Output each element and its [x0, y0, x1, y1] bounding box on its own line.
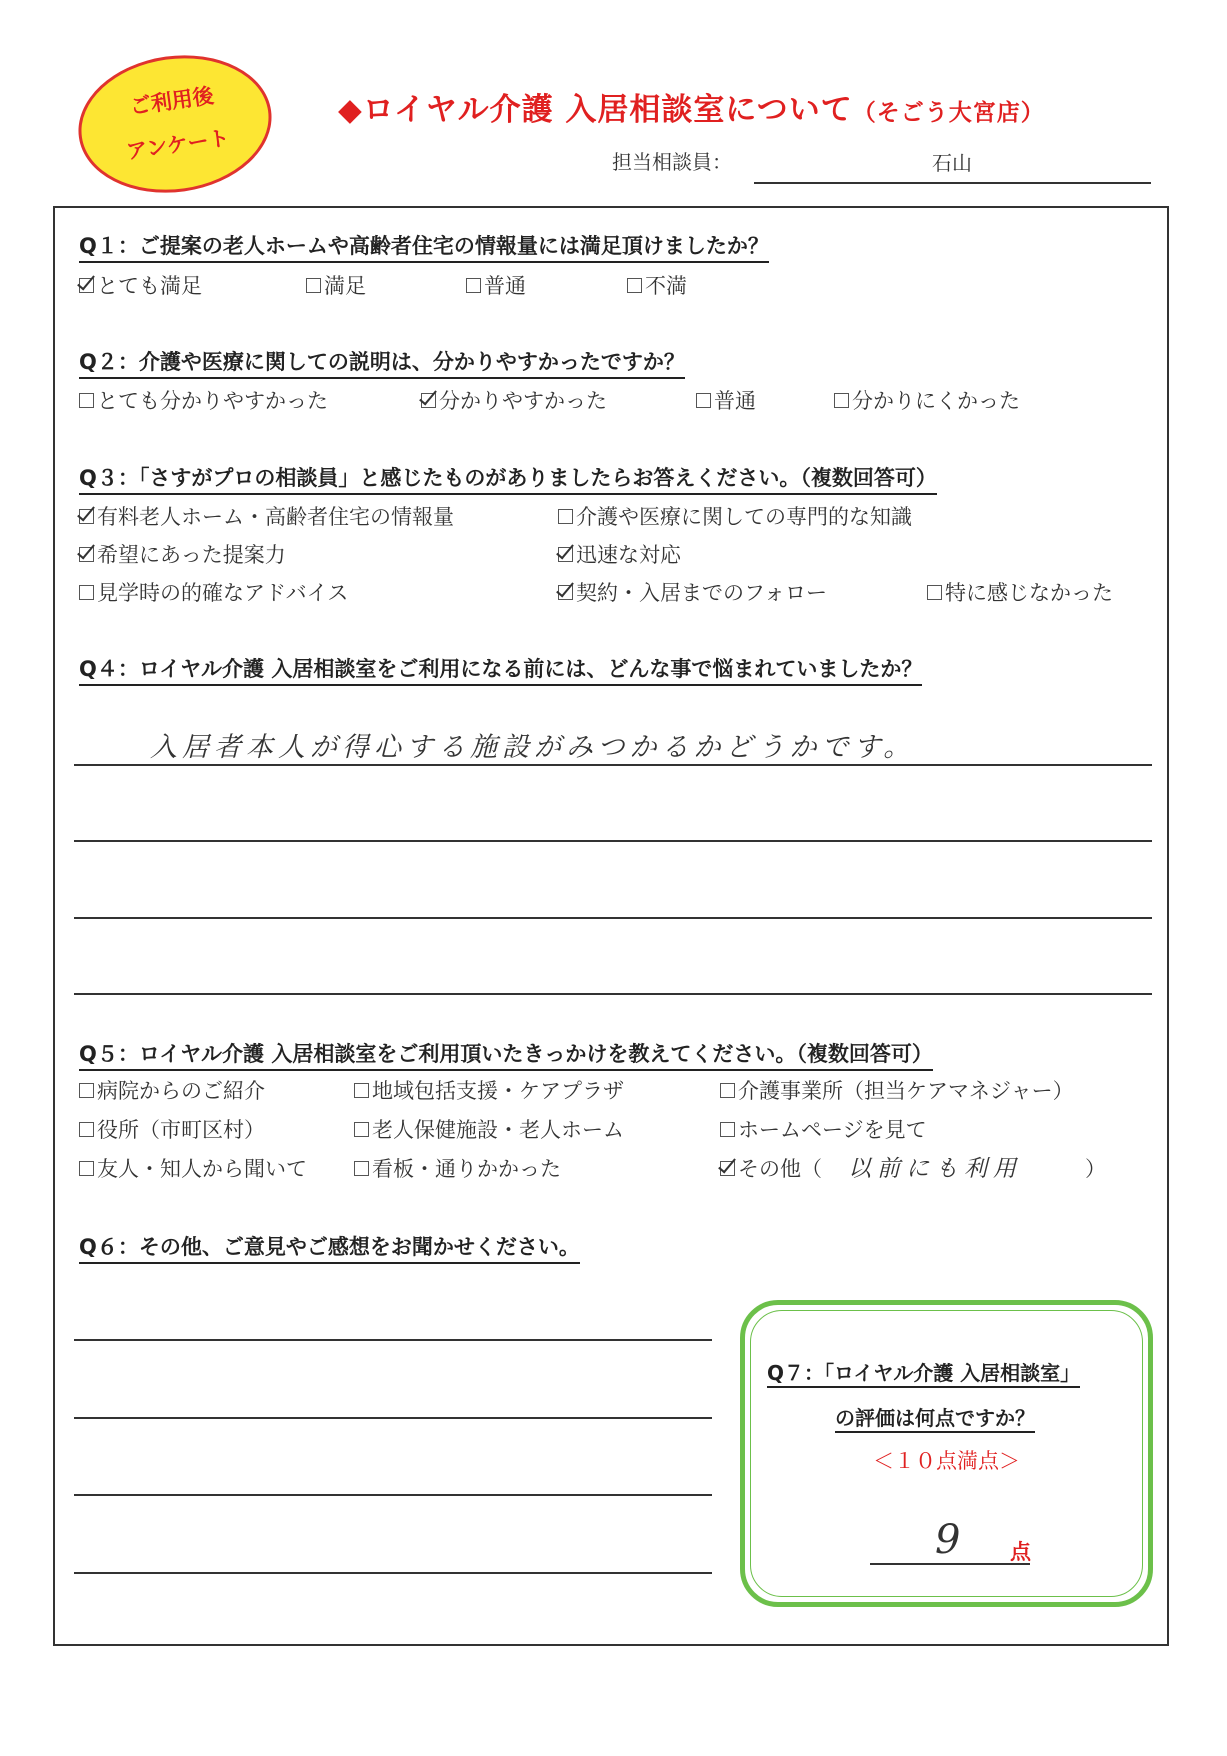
q6-question: Q６：その他、ご意見やご感想をお聞かせください。: [79, 1231, 580, 1264]
checkbox[interactable]: [354, 1122, 369, 1137]
q3-option-knowledge[interactable]: 介護や医療に関しての専門的な知識: [558, 501, 912, 531]
q4-question: Q４：ロイヤル介護 入居相談室をご利用になる前には、どんな事で悩まれていましたか？: [79, 653, 922, 686]
checkbox[interactable]: [466, 278, 481, 293]
checkbox-checked[interactable]: [79, 509, 94, 524]
q5-other-text[interactable]: 以前にも利用: [848, 1156, 1022, 1182]
q7-rating-box: [740, 1300, 1153, 1607]
checkbox[interactable]: [79, 393, 94, 408]
q7-title: Q７：「ロイヤル介護 入居相談室」: [767, 1357, 1080, 1388]
q4-answer-line-1: [74, 764, 1152, 766]
q3-option-none[interactable]: 特に感じなかった: [927, 577, 1113, 607]
q1-question: Q１：ご提案の老人ホームや高齢者住宅の情報量には満足頂けましたか？: [79, 230, 769, 263]
q2-option-normal[interactable]: 普通: [696, 385, 756, 415]
checkbox-checked[interactable]: [558, 547, 573, 562]
badge-line-1: ご利用後: [128, 83, 216, 119]
q6-line-3: [74, 1494, 712, 1496]
q6-line-4: [74, 1572, 712, 1574]
checkbox[interactable]: [558, 509, 573, 524]
q4-answer[interactable]: 入居者本人が得心する施設がみつかるかどうかです。: [150, 732, 916, 763]
checkbox-checked[interactable]: [720, 1161, 735, 1176]
q5-option-government[interactable]: 役所（市町区村）: [79, 1114, 265, 1144]
survey-badge: [69, 43, 280, 205]
checkbox[interactable]: [627, 278, 642, 293]
consultant-label: 担当相談員：: [612, 150, 732, 174]
checkbox[interactable]: [79, 585, 94, 600]
checkbox[interactable]: [79, 1122, 94, 1137]
q5-option-signboard[interactable]: 看板・通りかかった: [354, 1153, 561, 1183]
checkbox[interactable]: [696, 393, 711, 408]
checkbox[interactable]: [834, 393, 849, 408]
checkbox-checked[interactable]: [558, 585, 573, 600]
q5-option-homepage[interactable]: ホームページを見て: [720, 1114, 927, 1144]
consultant-name: 石山: [932, 151, 972, 175]
q1-option-satisfied[interactable]: 満足: [306, 270, 366, 300]
q5-option-other[interactable]: その他（: [720, 1153, 822, 1183]
q2-option-unclear[interactable]: 分かりにくかった: [834, 385, 1020, 415]
q2-option-very-clear[interactable]: とても分かりやすかった: [79, 385, 328, 415]
checkbox[interactable]: [79, 1161, 94, 1176]
checkbox-checked[interactable]: [79, 547, 94, 562]
q3-option-info[interactable]: 有料老人ホーム・高齢者住宅の情報量: [79, 501, 454, 531]
checkbox[interactable]: [79, 1083, 94, 1098]
q3-option-advice[interactable]: 見学時の的確なアドバイス: [79, 577, 348, 607]
checkbox-checked[interactable]: [421, 393, 436, 408]
q7-max-score-note: ＜１０点満点＞: [873, 1449, 1020, 1473]
title-store: （そごう大宮店）: [852, 100, 1045, 126]
q1-option-very-satisfied[interactable]: とても満足: [79, 270, 202, 300]
title-main: ◆ロイヤル介護 入居相談室について: [338, 92, 853, 128]
q5-option-care-office[interactable]: 介護事業所（担当ケアマネジャー）: [720, 1075, 1074, 1105]
consultant-underline: [754, 182, 1151, 184]
checkbox[interactable]: [720, 1122, 735, 1137]
q3-question: Q３：「さすがプロの相談員」と感じたものがありましたらお答えください。（複数回答可）: [79, 462, 937, 495]
q5-question: Q５：ロイヤル介護 入居相談室をご利用頂いたきっかけを教えてください。（複数回答可）: [79, 1038, 933, 1071]
q1-option-dissatisfied[interactable]: 不満: [627, 270, 687, 300]
q6-line-1: [74, 1339, 712, 1341]
page-title: [338, 84, 1045, 129]
q5-option-hospital[interactable]: 病院からのご紹介: [79, 1075, 265, 1105]
q7-subtitle: の評価は何点ですか？: [835, 1402, 1035, 1433]
checkbox[interactable]: [720, 1083, 735, 1098]
q5-option-community-center[interactable]: 地域包括支援・ケアプラザ: [354, 1075, 624, 1105]
q2-option-clear[interactable]: 分かりやすかった: [421, 385, 607, 415]
q2-question: Q２：介護や医療に関しての説明は、分かりやすかったですか？: [79, 346, 685, 379]
q7-score-underline: [870, 1563, 1030, 1565]
q7-score-unit: 点: [1010, 1540, 1031, 1564]
q5-other-close: ）: [1085, 1157, 1106, 1181]
checkbox[interactable]: [354, 1161, 369, 1176]
q3-option-speed[interactable]: 迅速な対応: [558, 539, 681, 569]
q5-option-facility[interactable]: 老人保健施設・老人ホーム: [354, 1114, 624, 1144]
checkbox-checked[interactable]: [79, 278, 94, 293]
q1-option-normal[interactable]: 普通: [466, 270, 526, 300]
checkbox[interactable]: [354, 1083, 369, 1098]
q5-option-friend[interactable]: 友人・知人から聞いて: [79, 1153, 307, 1183]
q6-line-2: [74, 1417, 712, 1419]
q3-option-followup[interactable]: 契約・入居までのフォロー: [558, 577, 827, 607]
q4-answer-line-3: [74, 917, 1152, 919]
q3-option-proposal[interactable]: 希望にあった提案力: [79, 539, 286, 569]
q4-answer-line-2: [74, 840, 1152, 842]
q4-answer-line-4: [74, 993, 1152, 995]
badge-line-2: アンケート: [124, 125, 231, 164]
checkbox[interactable]: [306, 278, 321, 293]
q7-score-value[interactable]: 9: [935, 1517, 961, 1563]
checkbox[interactable]: [927, 585, 942, 600]
